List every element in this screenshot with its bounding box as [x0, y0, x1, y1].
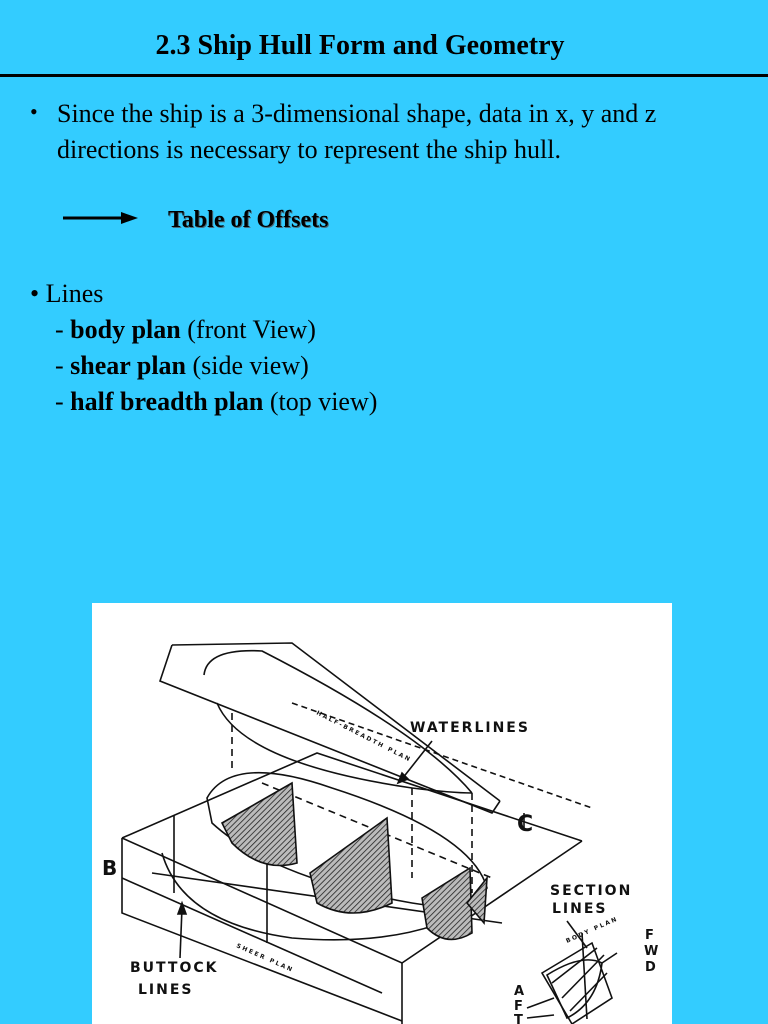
slide-title: 2.3 Ship Hull Form and Geometry	[155, 30, 565, 61]
section-hatch-1	[222, 783, 297, 866]
buttock-lines-label-1: BUTTOCK	[130, 960, 219, 976]
table-of-offsets-label: Table of Offsets	[168, 207, 329, 233]
halfbreadth-plan-label: HALF-BREADTH PLAN	[315, 709, 413, 764]
aft-label-t: T	[514, 1013, 525, 1024]
aft-label-f: F	[514, 999, 525, 1014]
fwd-label-d: D	[645, 960, 658, 975]
waterlines-label: WATERLINES	[410, 720, 530, 736]
lines-item-shear-plan: - shear plan (side view)	[55, 351, 309, 380]
centerline-label: C	[517, 812, 536, 837]
baseline-label: B	[102, 856, 120, 880]
right-arrow-icon	[63, 211, 138, 225]
fwd-label-f: F	[645, 928, 656, 943]
fwd-label-w: W	[644, 944, 661, 959]
bullet-3d-shape-text: Since the ship is a 3-dimensional shape, data in x, y and z directions is necessary to represent the ship hull.	[57, 99, 657, 164]
lines-item-half-breadth-plan: - half breadth plan (top view)	[55, 387, 378, 416]
title-divider	[0, 74, 768, 77]
body-plan-label: BODY PLAN	[564, 915, 620, 945]
sheer-plan-label: SHEER PLAN	[235, 942, 295, 975]
body-plan-drawing	[542, 933, 612, 1024]
hull-lines-drawing	[92, 603, 672, 1024]
buttock-lines-label-2: LINES	[138, 982, 194, 998]
section-lines-label-1: SECTION	[550, 883, 633, 899]
lines-heading: • Lines	[30, 279, 104, 308]
hull-lines-figure	[92, 603, 672, 1024]
aft-label-a: A	[514, 984, 527, 999]
section-lines-label-2: LINES	[552, 901, 608, 917]
bullet-dot: •	[30, 99, 38, 124]
section-hatch-3	[422, 868, 472, 939]
lines-item-body-plan: - body plan (front View)	[55, 315, 316, 344]
lines-list	[30, 276, 377, 420]
section-hatch-2	[310, 818, 392, 913]
